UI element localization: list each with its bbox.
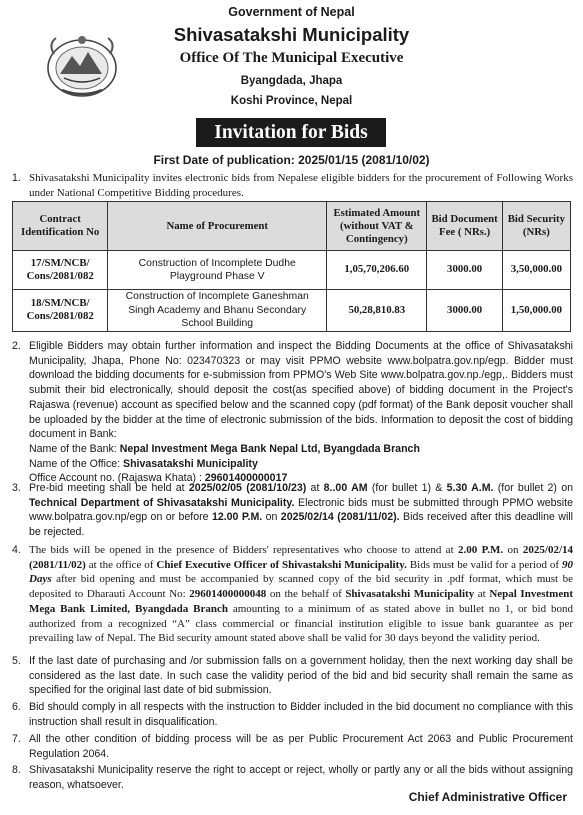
clause-text: Shivasatakshi Municipality invites electronic bids from Nepalese eligible bidders for the procurement of Following Works under National Competitive Bidding procedures. xyxy=(29,172,573,199)
procurement-name-cell: Construction of Incomplete Ganeshman Singh Academy and Bhanu Secondary School Building xyxy=(108,290,327,332)
clause-4: 4. The bids will be opened in the presence of Bidders' representatives who choose to attend at 2.00 P.M. on 2025/02/14 (2081/11/02) at the office of Chief Executive Officer of Shivastakshi Municipality. Bids must be valid for a period of 90 Days after bid opening and must be accompanied by scanned copy of the bid security in .pdf format, which must be deposited to Dharauti Account No: 29601400000048 on the behalf of Shivasatakshi Municipality at Nepal Investment Mega Bank Limited, Byangdada Branch amounting to a minimum of as stated above in bullet no 1, or bid bond authorized from a recognized “A” class commercial or financial institution eligible to issue bank guarantee as per prevailing law of Nepal. The Bid security amount stated above shall be valid for 30 days beyond the validity period. xyxy=(12,544,574,645)
account-value: 29601400000017 xyxy=(204,472,288,485)
column-header: Estimated Amount (without VAT & Contingency) xyxy=(327,202,427,251)
clause-number: 4. xyxy=(12,544,21,556)
clause-2 xyxy=(12,339,573,486)
contract-id-cell: 18/SM/NCB/ Cons/2081/082 xyxy=(13,290,108,332)
municipality-title: Shivasatakshi Municipality xyxy=(173,24,410,45)
office-label: Name of the Office: xyxy=(29,457,124,470)
address-line-1: Byangdada, Jhapa xyxy=(240,75,343,87)
office-value: Shivasatakshi Municipality xyxy=(123,457,258,470)
clause-number: 6. xyxy=(12,701,21,713)
clause-8 xyxy=(12,763,573,792)
bank-value: Nepal Investment Mega Bank Nepal Ltd, Byangdada Branch xyxy=(119,442,420,455)
bank-label: Name of the Bank: xyxy=(29,442,120,455)
clause-number: 2. xyxy=(12,340,21,352)
bid-security-cell: 1,50,000.00 xyxy=(502,290,570,332)
clause-5 xyxy=(12,654,573,698)
procurement-name-cell: Construction of Incomplete Dudhe Playground Phase V xyxy=(108,251,327,290)
clause-text: All the other condition of bidding process will be as per Public Procurement Act 2063 and Public Procurement Regulation 2064. xyxy=(29,733,573,760)
document-fee-cell: 3000.00 xyxy=(427,290,502,332)
government-title: Government of Nepal xyxy=(228,5,355,19)
invitation-banner: Invitation for Bids xyxy=(196,118,386,147)
clause-number: 5. xyxy=(12,655,21,667)
clause-6 xyxy=(12,700,573,729)
column-header: Bid Security (NRs) xyxy=(502,202,570,251)
bids-table xyxy=(12,201,571,332)
estimated-amount-cell: 1,05,70,206.60 xyxy=(327,251,427,290)
clause-7 xyxy=(12,732,573,761)
clause-number: 1. xyxy=(12,172,21,184)
table-header-row xyxy=(13,202,571,251)
clause-text: Shivasatakshi Municipality reserve the right to accept or reject, wholly or partly any or all the bids without assigning reason, whatsoever. xyxy=(29,764,573,791)
clause-number: 3. xyxy=(12,482,21,494)
column-header: Bid Document Fee ( NRs.) xyxy=(427,202,502,251)
clause-text: If the last date of purchasing and /or submission falls on a government holiday, then the next working day shall be considered as the last date. In such case the validity period of the bid and bid security shall remain the same as specified for the original last date of bid submission. xyxy=(29,655,573,697)
office-title: Office Of The Municipal Executive xyxy=(179,50,404,66)
publication-date: First Date of publication: 2025/01/15 (2081/10/02) xyxy=(153,153,430,167)
signoff: Chief Administrative Officer xyxy=(408,790,567,804)
clause-number: 7. xyxy=(12,733,21,745)
document-fee-cell: 3000.00 xyxy=(427,251,502,290)
clause-1 xyxy=(12,171,573,200)
column-header: Name of Procurement xyxy=(108,202,327,251)
clause-3: 3. Pre-bid meeting shall be held at 2025/02/05 (2081/10/23) at 8..00 AM (for bullet 1) & 5.30 A.M. (for bullet 2) on Technical Department of Shivasatakshi Municipality. Electronic bids must be submitted through PPMO website www.bolpatra.gov.np/egp on or before 12.00 P.M. on 2025/02/14 (2081/11/02). Bids received after this deadline will be rejected. xyxy=(12,482,574,539)
clause-text: Eligible Bidders may obtain further information and inspect the Bidding Documents at the office of Shivasatakshi Municipality, Jhapa, Phone No: 023470323 or may visit PPMO website www.bolpatra.gov.np/egp. Bidder must download the bidding documents for e-submission from PPMO's Web Site www.bolpatra.gov.np./egp,. Bidders must submit their bid electronically, should deposit the cost(as specified above) of bidding document in the Project's Rajaswa (revenue) account as specified below and the scanned copy (pdf format) of the Bank deposit voucher shall be uploaded by the bidder at the time of electronic submission of the bids. Information to deposit the cost of bidding document in Bank: xyxy=(29,340,573,441)
bid-security-cell: 3,50,000.00 xyxy=(502,251,570,290)
clause-text: Bid should comply in all respects with the instruction to Bidder included in the bid document no compliance with this instruction shall result in disqualification. xyxy=(29,701,573,728)
table-row xyxy=(13,251,571,290)
column-header: Contract Identification No xyxy=(13,202,108,251)
table-row xyxy=(13,290,571,332)
contract-id-cell: 17/SM/NCB/ Cons/2081/082 xyxy=(13,251,108,290)
estimated-amount-cell: 50,28,810.83 xyxy=(327,290,427,332)
account-label: Office Account no. (Rajaswa Khata) : xyxy=(29,472,205,485)
clause-number: 8. xyxy=(12,764,21,776)
address-line-2: Koshi Province, Nepal xyxy=(230,95,353,107)
